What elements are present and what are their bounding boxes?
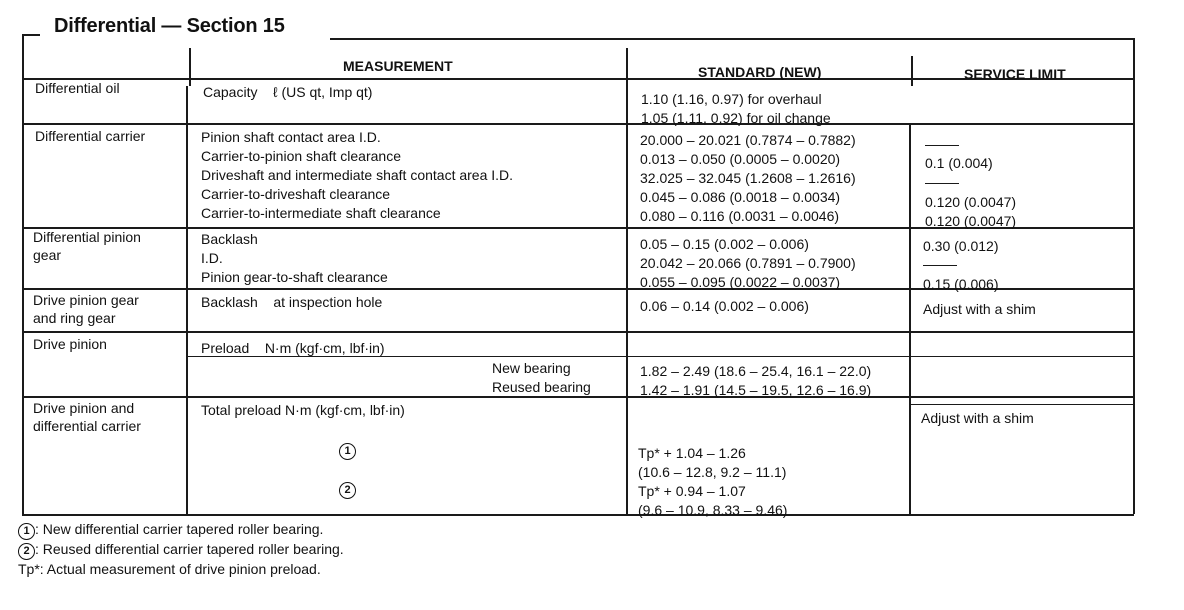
standard-carrier-5: 0.080 – 0.116 (0.0031 – 0.0046) (640, 208, 840, 224)
standard-backlash-hole: 0.06 – 0.14 (0.002 – 0.006) (640, 298, 809, 314)
frame-right (1133, 38, 1135, 514)
header-measurement: MEASUREMENT (343, 58, 453, 74)
limit-carrier-3: 0.120 (0.0047) (925, 213, 1017, 229)
standard-carrier-1: 20.000 – 20.021 (0.7874 – 0.7882) (640, 132, 856, 148)
measurement-new-bearing: New bearing (492, 360, 571, 376)
col-line-3b (909, 124, 911, 514)
standard-carrier-3: 32.025 – 32.045 (1.2608 – 1.2616) (640, 170, 856, 186)
col-line-1b (186, 86, 188, 514)
measurement-carrier-5: Carrier-to-intermediate shaft clearance (201, 205, 441, 221)
frame-left (22, 34, 24, 514)
standard-total-4: (9.6 – 10.9, 8.33 – 9.46) (638, 502, 788, 518)
limit-dash-1 (925, 145, 959, 146)
footnote-marker-1-icon: 1 (18, 523, 35, 540)
measurement-reused-bearing: Reused bearing (492, 379, 591, 395)
limit-pinion-2: 0.15 (0.006) (923, 276, 999, 292)
item-differential-pinion-2: gear (33, 247, 62, 263)
standard-total-2: (10.6 – 12.8, 9.2 – 11.1) (638, 464, 787, 480)
measurement-pinion-2: I.D. (201, 250, 223, 266)
limit-total-preload: Adjust with a shim (921, 410, 1034, 426)
row-line-5b (909, 404, 1134, 405)
item-total-preload-2: differential carrier (33, 418, 141, 434)
standard-pinion-1: 0.05 – 0.15 (0.002 – 0.006) (640, 236, 809, 252)
header-service-limit: SERVICE LIMIT (964, 66, 1066, 82)
standard-carrier-4: 0.045 – 0.086 (0.0018 – 0.0034) (640, 189, 841, 205)
section-title: Differential — Section 15 (54, 15, 285, 37)
footnote-2: 2 : Reused differential carrier tapered roller bearing. (18, 540, 344, 560)
frame-bottom (22, 514, 1134, 516)
standard-total-3: Tp* + 0.94 – 1.07 (638, 483, 746, 499)
item-drive-pinion: Drive pinion (33, 336, 107, 352)
measurement-preload: Preload N·m (kgf·cm, lbf·in) (201, 340, 385, 356)
item-differential-oil: Differential oil (35, 80, 120, 96)
measurement-pinion-3: Pinion gear-to-shaft clearance (201, 269, 388, 285)
col-line-3 (911, 56, 913, 86)
frame-top-left (22, 34, 40, 36)
footnote-3: Tp*: Actual measurement of drive pinion preload. (18, 561, 321, 577)
standard-carrier-2: 0.013 – 0.050 (0.0005 – 0.0020) (640, 151, 841, 167)
row-line-4 (22, 331, 1134, 333)
footnote-marker-2-icon: 2 (18, 543, 35, 560)
header-standard: STANDARD (NEW) (698, 64, 822, 80)
standard-oil-change: 1.05 (1.11, 0.92) for oil change (641, 110, 831, 126)
limit-dash-2 (925, 183, 959, 184)
col-line-1 (189, 48, 191, 86)
item-total-preload-1: Drive pinion and (33, 400, 135, 416)
item-drive-pinion-gear-2: and ring gear (33, 310, 116, 326)
frame-top-right (330, 38, 1134, 40)
measurement-capacity: Capacity ℓ (US qt, Imp qt) (203, 84, 373, 100)
limit-dash-3 (923, 265, 957, 266)
measurement-backlash-hole: Backlash at inspection hole (201, 294, 383, 310)
measurement-carrier-2: Carrier-to-pinion shaft clearance (201, 148, 401, 164)
limit-pinion-1: 0.30 (0.012) (923, 238, 999, 254)
standard-pinion-3: 0.055 – 0.095 (0.0022 – 0.0037) (640, 274, 841, 290)
limit-carrier-1: 0.1 (0.004) (925, 155, 993, 171)
measurement-carrier-1: Pinion shaft contact area I.D. (201, 129, 381, 145)
limit-carrier-2: 0.120 (0.0047) (925, 194, 1017, 210)
measurement-carrier-3: Driveshaft and intermediate shaft contact area I.D. (201, 167, 514, 183)
standard-total-1: Tp* + 1.04 – 1.26 (638, 445, 746, 461)
item-differential-pinion-1: Differential pinion (33, 229, 141, 245)
standard-new-bearing: 1.82 – 2.49 (18.6 – 25.4, 16.1 – 22.0) (640, 363, 872, 379)
limit-backlash-hole: Adjust with a shim (923, 301, 1036, 317)
standard-overhaul: 1.10 (1.16, 0.97) for overhaul (641, 91, 822, 107)
standard-pinion-2: 20.042 – 20.066 (0.7891 – 0.7900) (640, 255, 856, 271)
row-line-1 (22, 123, 1134, 125)
marker-reused-icon: 2 (339, 480, 356, 499)
item-differential-carrier: Differential carrier (35, 128, 146, 144)
col-line-2 (626, 48, 628, 514)
item-drive-pinion-gear-1: Drive pinion gear (33, 292, 139, 308)
standard-reused-bearing: 1.42 – 1.91 (14.5 – 19.5, 12.6 – 16.9) (640, 382, 872, 398)
footnote-1: 1 : New differential carrier tapered roller bearing. (18, 520, 323, 540)
measurement-carrier-4: Carrier-to-driveshaft clearance (201, 186, 391, 202)
measurement-pinion-1: Backlash (201, 231, 258, 247)
marker-new-icon: 1 (339, 441, 356, 460)
measurement-total-preload: Total preload N·m (kgf·cm, lbf·in) (201, 402, 405, 418)
